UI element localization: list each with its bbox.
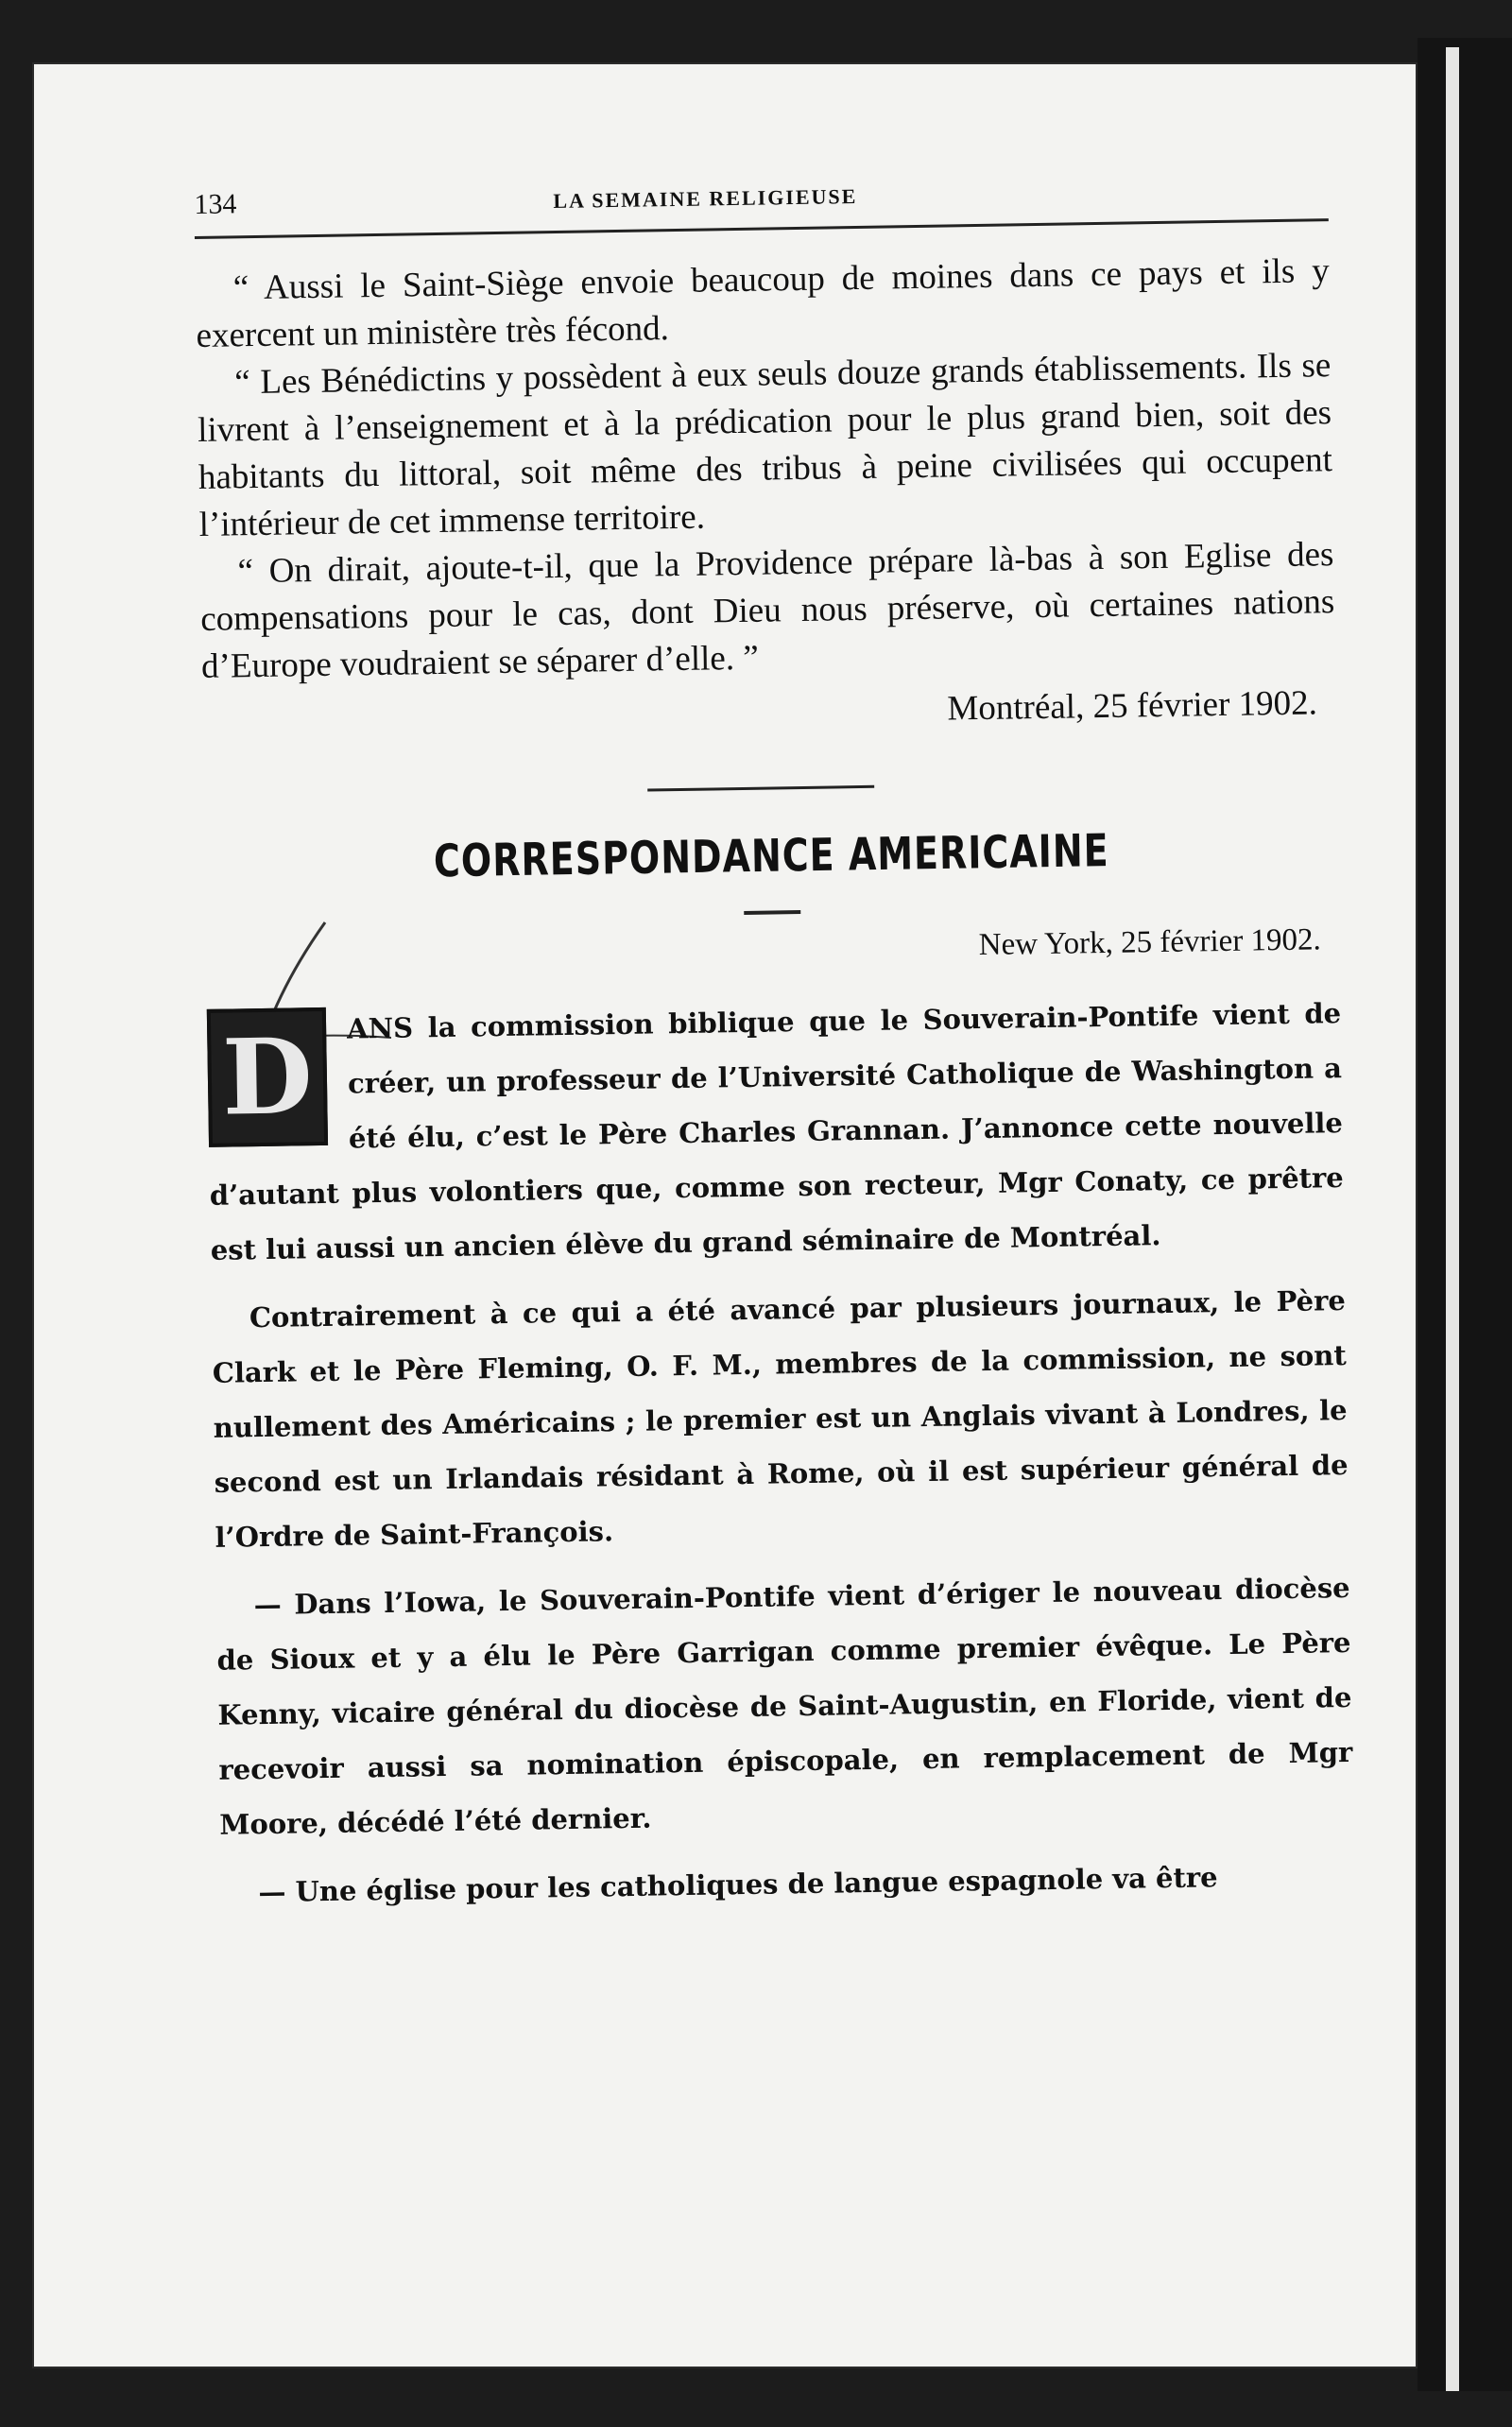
page-number: 134 — [194, 188, 237, 220]
page-content — [194, 162, 1355, 1934]
quote-signoff: Montréal, 25 février 1902. — [947, 683, 1318, 729]
quote-paragraph: “ Les Bénédictins y possèdent à eux seuls douze grands établissements. Ils se livrent à l’enseignement et à la prédication pour le plus grand bien, soit des habitants du littoral, soit même des tribus à peine civilisées qui occupent l’intérieur de cet immense territoire. — [197, 346, 1333, 544]
drop-cap: D — [207, 1007, 328, 1147]
article-paragraph: — Dans l’Iowa, le Souverain-Pontife vient d’ériger le nouveau diocèse de Sioux et y a élu le Père Garrigan comme premier évêque. Le Père Kenny, vicaire général du diocèse de Saint-Augustin, en Floride, vient de recevoir aussi sa nomination épiscopale, en remplacement de Mgr Moore, décédé l’été dernier. — [216, 1571, 1353, 1841]
section-title: CORRESPONDANCE AMERICAINE — [433, 824, 1109, 887]
adjacent-page-strip — [1446, 47, 1459, 2391]
quote-paragraph: “ Aussi le Saint-Siège envoie beaucoup de moines dans ce pays et ils y exercent un ministère très fécond. — [196, 251, 1330, 355]
running-title: LA SEMAINE RELIGIEUSE — [553, 183, 858, 214]
adjacent-page-edge — [1418, 38, 1512, 2391]
article-paragraph: Contrairement à ce qui a été avancé par plusieurs journaux, le Père Clark et le Père Fleming, O. F. M., membres de la commission, ne sont nullement des Américains ; le premier est un Anglais vivant à Londres, le second est un Irlandais résidant à Rome, où il est supérieur général de l’Ordre de Saint-François. — [212, 1284, 1349, 1554]
title-rule — [744, 910, 800, 915]
article-body — [207, 986, 1355, 1920]
quoted-passage — [195, 248, 1335, 691]
dateline: New York, 25 février 1902. — [978, 922, 1322, 963]
article-paragraph — [207, 986, 1345, 1278]
first-paragraph-text: ANS la commission biblique que le Souverain-Pontife vient de créer, un professeur de l’Université Catholique de Washington a été élu, c’est le Père Charles Grannan. J’annonce cette nouvelle d’autant plus volontiers que, comme son recteur, Mgr Conaty, ce prêtre est lui aussi un ancien élève du grand séminaire de Montréal. — [209, 997, 1345, 1266]
section-divider — [647, 785, 874, 792]
article-paragraph: — Une église pour les catholiques de langue espagnole va être — [258, 1861, 1218, 1909]
quote-paragraph: “ On dirait, ajoute-t-il, que la Providence prépare là-bas à son Eglise des compensations pour le cas, dont Dieu nous préserve, où certaines nations d’Europe voudraient se séparer d’elle. ” — [199, 535, 1335, 686]
